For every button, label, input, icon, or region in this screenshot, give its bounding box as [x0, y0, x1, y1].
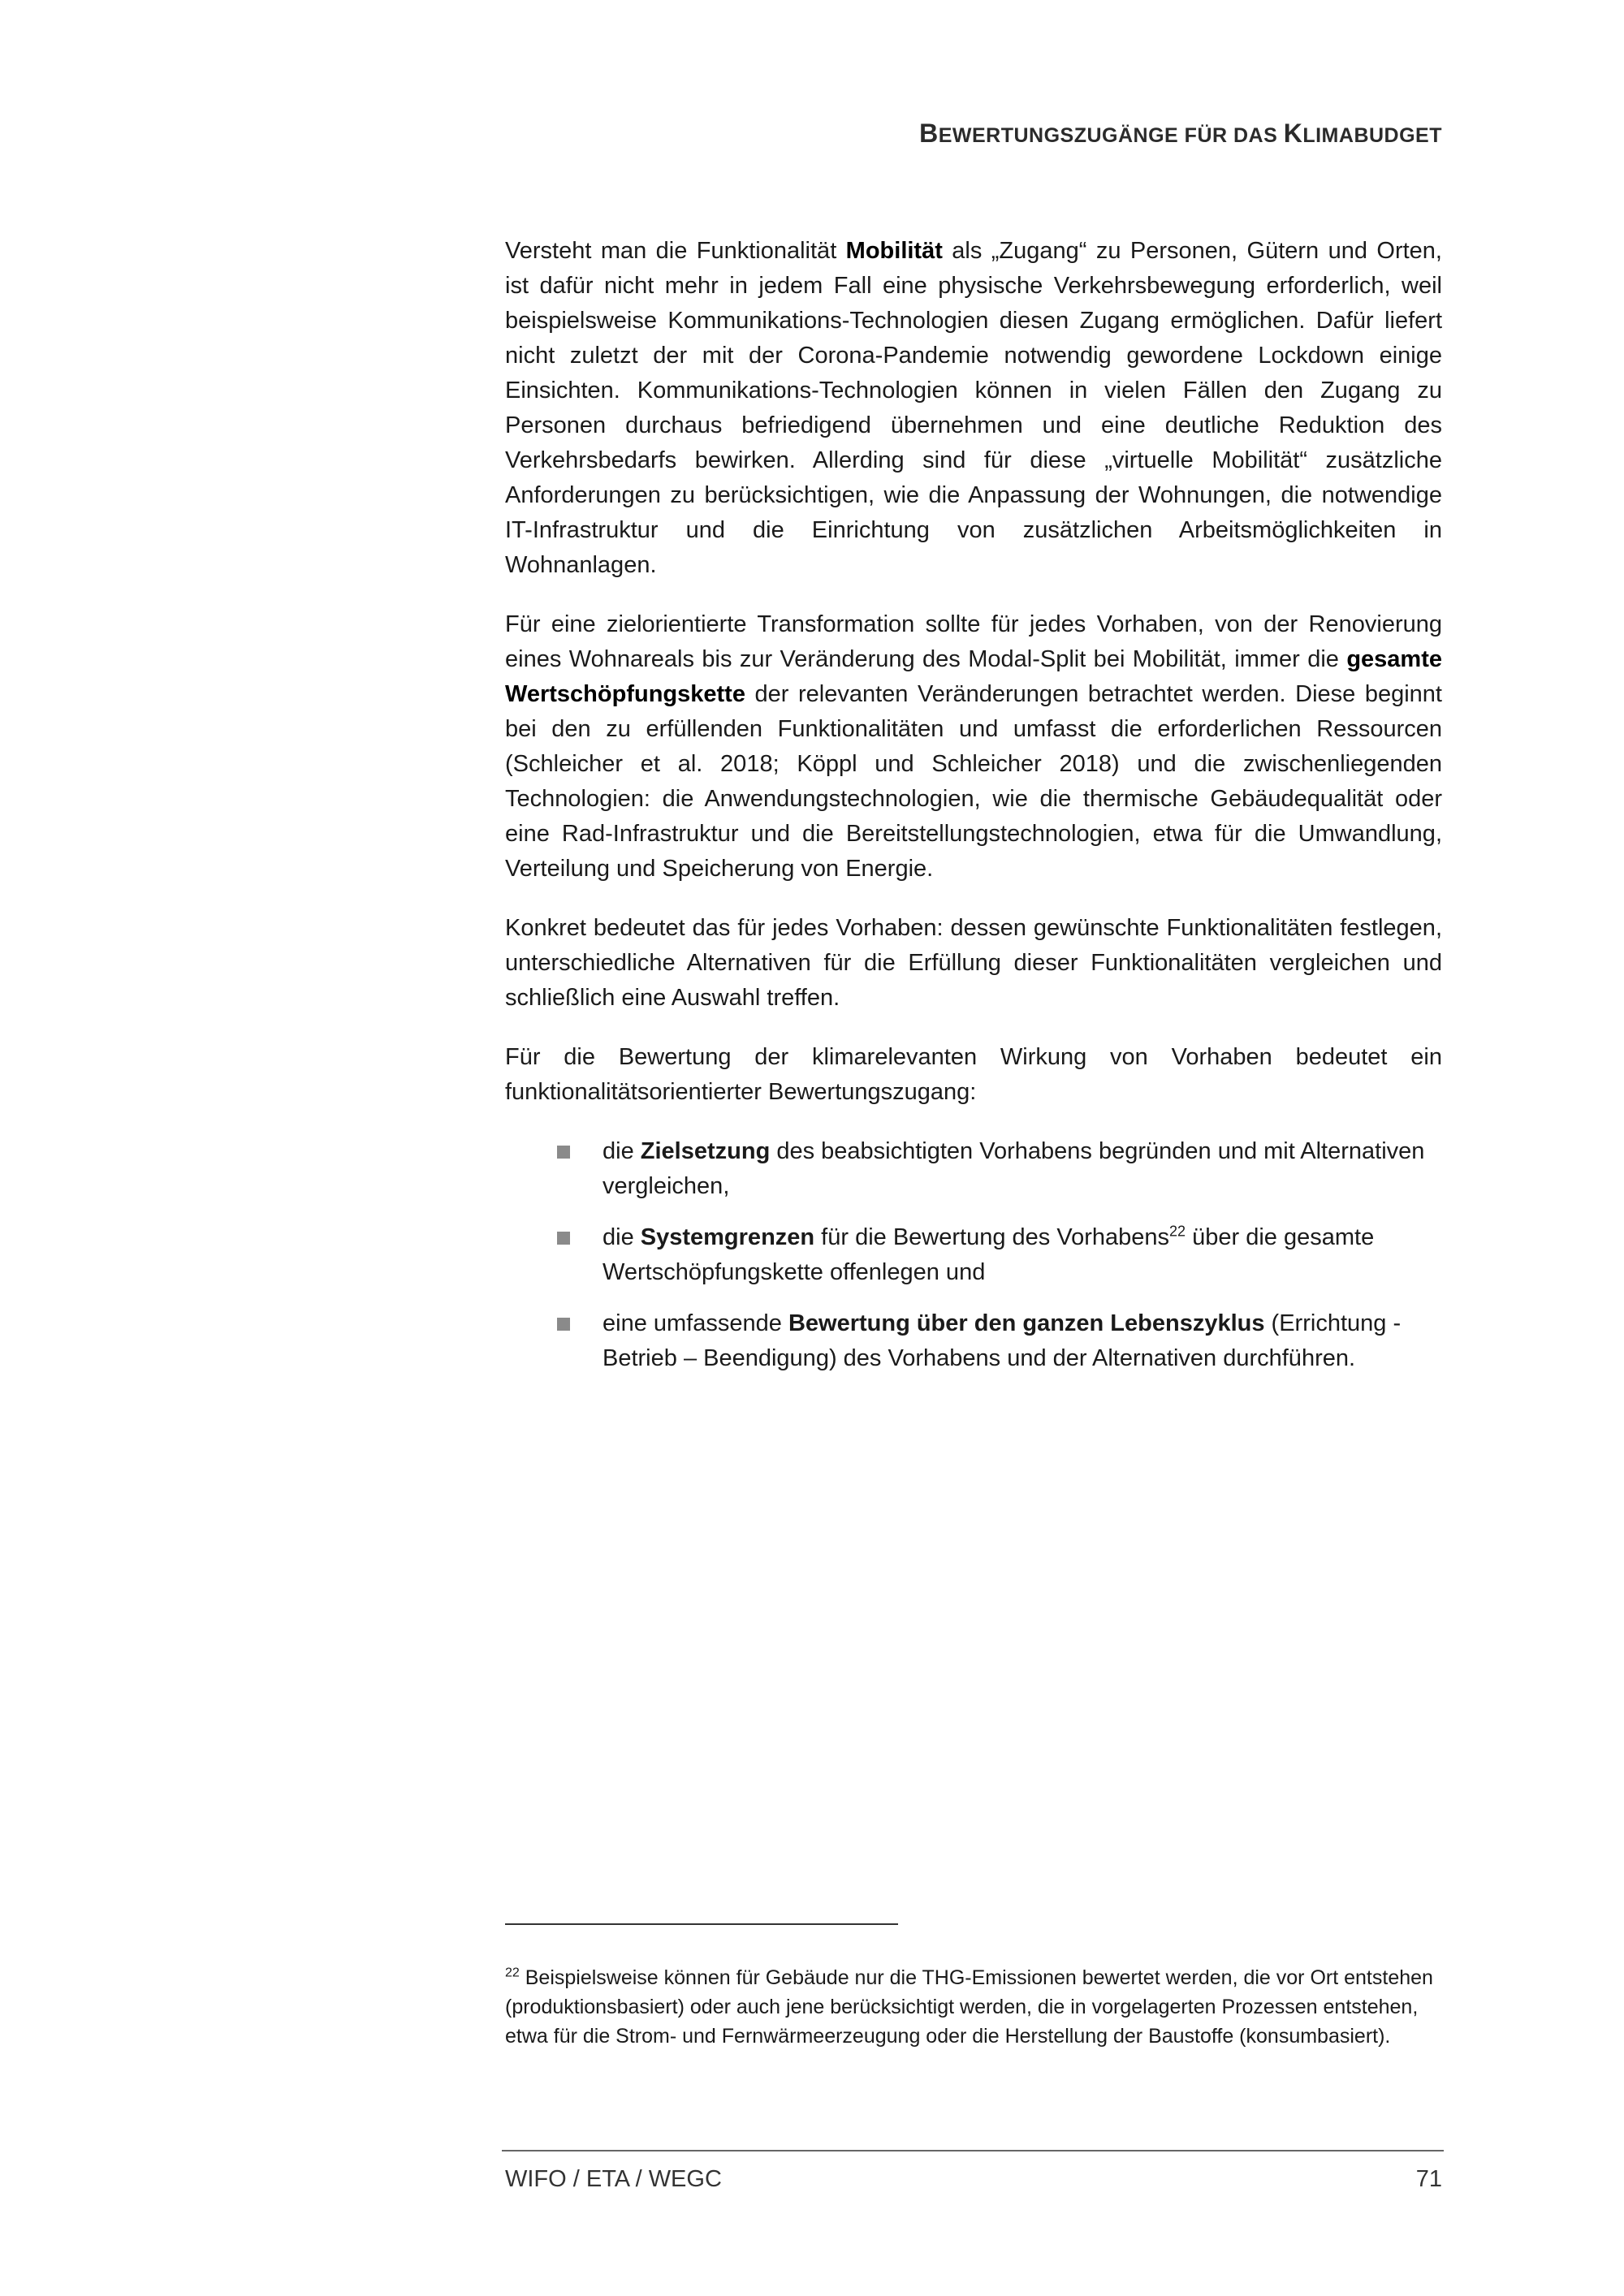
page-number: 71 [1415, 2166, 1442, 2192]
bullet-list [505, 1134, 1442, 1376]
text-run: Für die Bewertung der klimarelevanten Wirkung von Vorhaben bedeutet ein funktionalitätsorientierter Bewertungszugang: [505, 1044, 1442, 1105]
text-run: (Errichtung - Betrieb – Beendigung) des Vorhabens und der Alternativen durchführen. [603, 1310, 1402, 1371]
text-run: Für eine zielorientierte Transformation sollte für jedes Vorhaben, von der Renovierung eines Wohnareals bis zur Veränderung des Modal-Split bei Mobilität, immer die [505, 611, 1442, 672]
paragraphs [505, 234, 1442, 1110]
text-run: die [603, 1224, 641, 1250]
text-run: eine umfassende [603, 1310, 788, 1336]
header-initial-2: K [1283, 119, 1303, 148]
footnote-text: Beispielsweise können für Gebäude nur die THG-Emissionen bewertet werden, die vor Ort entstehen (produktionsbasiert) oder auch jene berücksichtigt werden, die in vorgelagerten Prozessen entstehen, etwa für die Strom- und Fernwärmeerzeugung oder die Herstellung der Baustoffe (konsumbasiert). [505, 1966, 1433, 2048]
text-run: die [603, 1138, 641, 1164]
text-run: des beabsichtigten Vorhabens begründen und mit Alternativen vergleichen, [603, 1138, 1425, 1199]
bold-term: Systemgrenzen [640, 1224, 815, 1250]
footer-rule [502, 2150, 1444, 2151]
header-initial-1: B [919, 119, 939, 148]
list-item [505, 1220, 1442, 1290]
bold-term: Bewertung über den ganzen Lebenszyklus [788, 1310, 1265, 1336]
bullet-square-icon [557, 1146, 570, 1159]
body-paragraph [505, 1040, 1442, 1110]
text-run: für die Bewertung des Vorhabens [814, 1224, 1170, 1250]
text-run: Versteht man die Funktionalität [505, 238, 846, 264]
body-paragraph [505, 911, 1442, 1016]
footnote-ref: 22 [1169, 1223, 1186, 1240]
footnote-number: 22 [505, 1966, 520, 1980]
text-run: der relevanten Veränderungen betrachtet werden. Diese beginnt bei den zu erfüllenden Funktionalitäten und umfasst die erforderlichen Ressourcen (Schleicher et al. 2018; Köppl und Schleicher 2018) und die zwischenliegenden Technologien: die Anwendungstechnologien, wie die thermische Gebäudequalität oder eine Rad-Infrastruktur und die Bereitstellungstechnologien, etwa für die Umwandlung, Verteilung und Speicherung von Energie. [505, 681, 1442, 882]
footnote-separator [505, 1923, 898, 1925]
main-content [505, 234, 1442, 1392]
running-header [0, 119, 1442, 149]
footnote [505, 1963, 1442, 2051]
text-run: über die gesamte Wertschöpfungskette offenlegen und [603, 1224, 1375, 1285]
text-run: als „Zugang“ zu Personen, Gütern und Orten, ist dafür nicht mehr in jedem Fall eine physische Verkehrsbewegung erforderlich, weil beispielsweise Kommunikations-Technologien diesen Zugang ermöglichen. Dafür liefert nicht zuletzt der mit der Corona-Pandemie notwendig gewordene Lockdown einige Einsichten. Kommunikations-Technologien können in vielen Fällen den Zugang zu Personen durchaus befriedigend übernehmen und eine deutliche Reduktion des Verkehrsbedarfs bewirken. Allerding sind für diese „virtuelle Mobilität“ zusätzliche Anforderungen zu berücksichtigen, wie die Anpassung der Wohnungen, die notwendige IT-Infrastruktur und die Einrichtung von zusätzlichen Arbeitsmöglichkeiten in Wohnanlagen. [505, 238, 1442, 578]
body-paragraph [505, 234, 1442, 583]
bullet-square-icon [557, 1232, 570, 1245]
list-item [505, 1306, 1442, 1376]
bullet-square-icon [557, 1318, 570, 1331]
body-paragraph [505, 607, 1442, 887]
header-text-1: EWERTUNGSZUGÄNGE FÜR DAS [938, 124, 1284, 147]
list-item [505, 1134, 1442, 1204]
bold-term: Zielsetzung [640, 1138, 771, 1164]
footer-institutions: WIFO / ETA / WEGC [505, 2166, 722, 2192]
bold-term: gesamte Wertschöpfungskette [505, 646, 1442, 707]
bold-term: Mobilität [845, 238, 943, 264]
header-text-2: LIMABUDGET [1302, 124, 1442, 147]
text-run: Konkret bedeutet das für jedes Vorhaben: dessen gewünschte Funktionalitäten festlegen, unterschiedliche Alternativen für die Erfüllung dieser Funktionalitäten vergleichen und schließlich eine Auswahl treffen. [505, 915, 1442, 1011]
